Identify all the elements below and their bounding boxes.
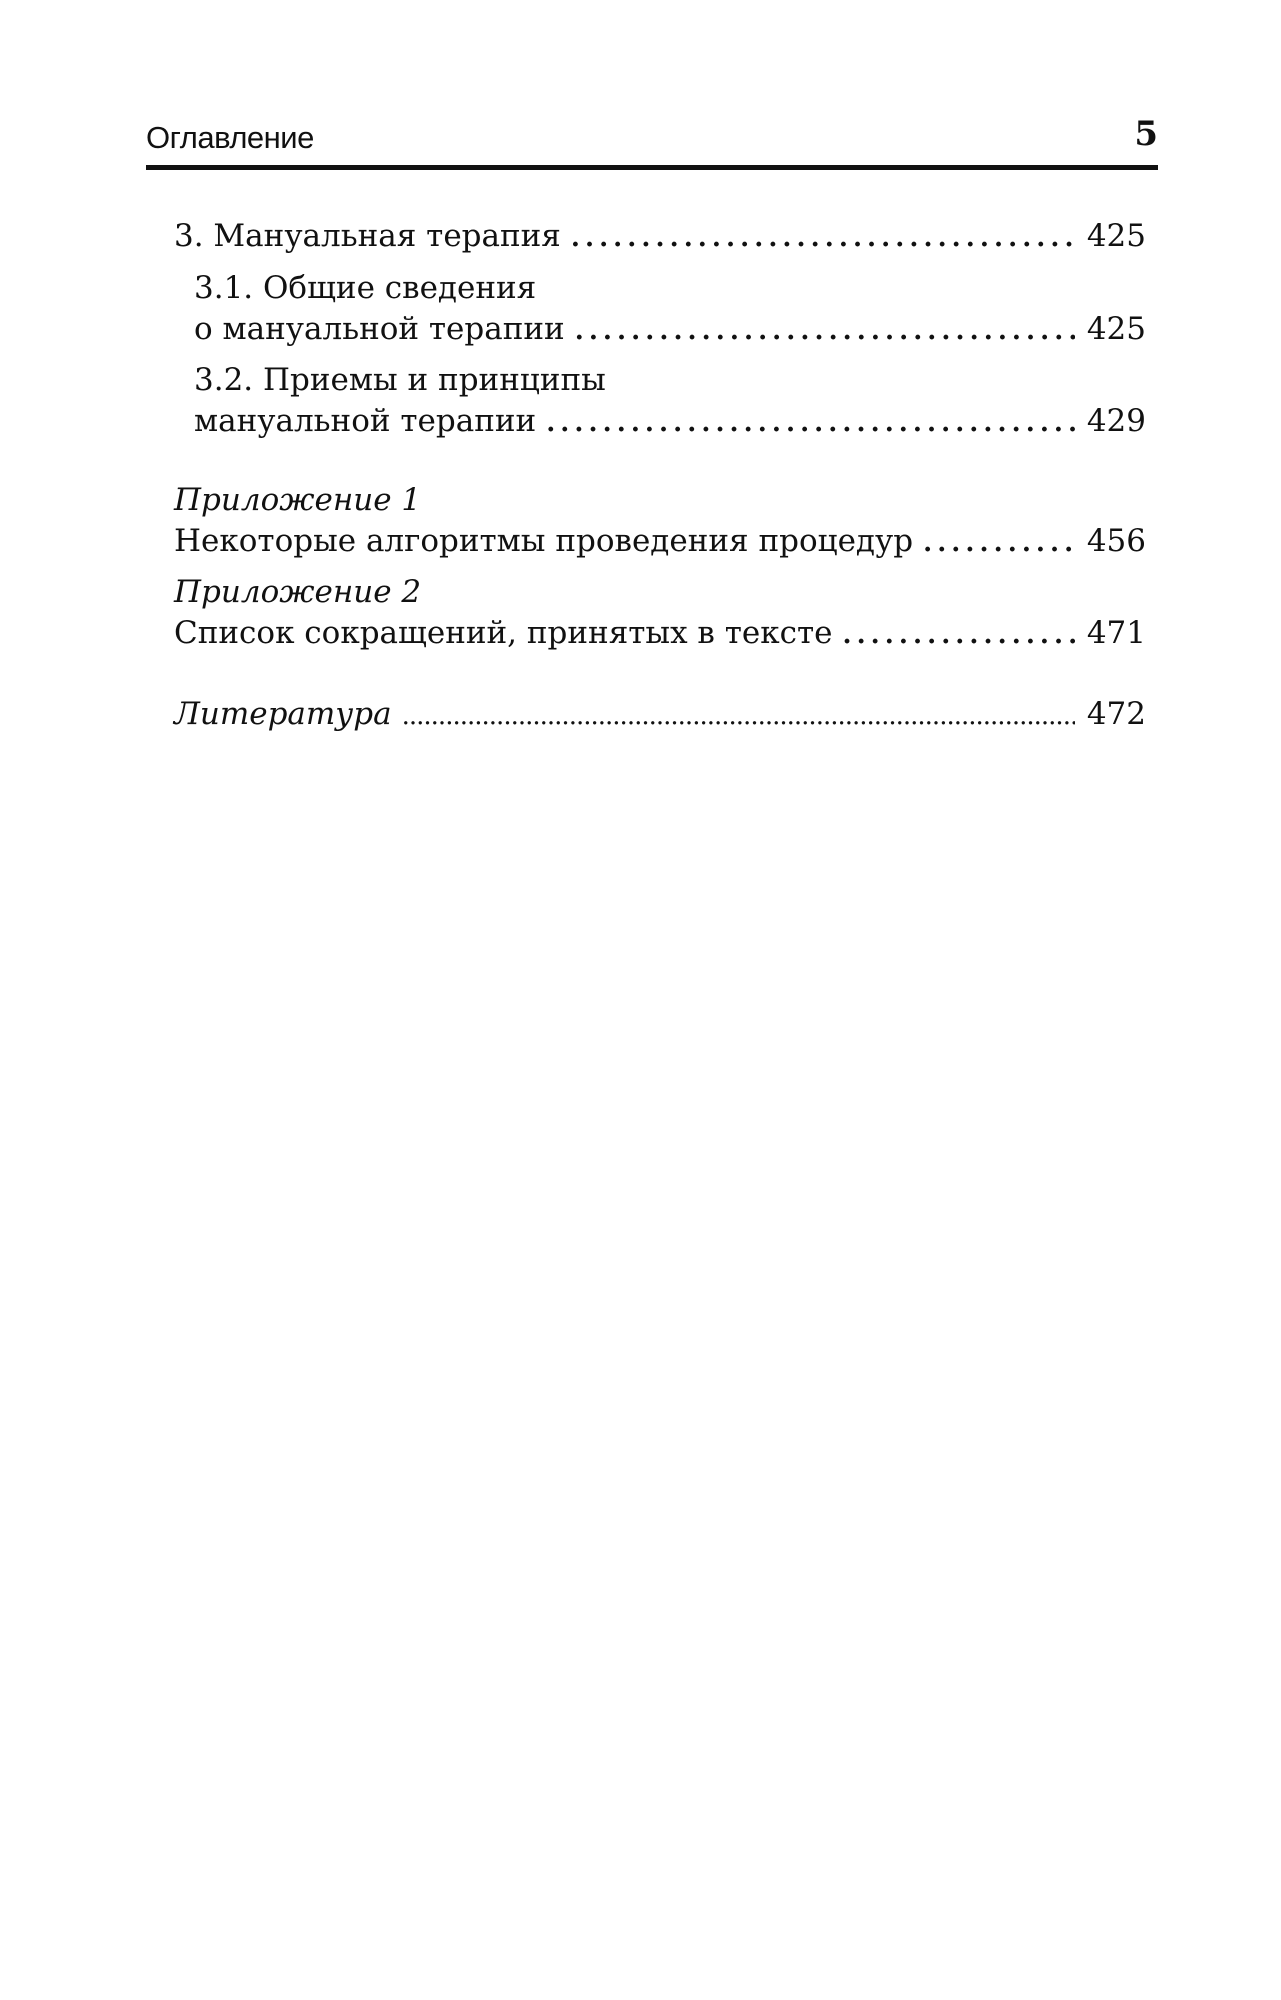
toc-entry-section-3 xyxy=(174,216,1146,256)
page-number: 5 xyxy=(1134,114,1158,154)
toc-entry-page: 425 xyxy=(1086,311,1146,347)
toc-entry-label: Некоторые алгоритмы проведения процедур xyxy=(174,523,914,559)
dot-leader xyxy=(842,615,1074,655)
toc-entry-appendix-1 xyxy=(174,521,1146,561)
toc-entry-page: 471 xyxy=(1086,615,1146,651)
dot-leader xyxy=(546,403,1075,443)
toc-entry-section-3-1-line1: 3.1. Общие сведения xyxy=(194,270,537,306)
toc-entry-appendix-2 xyxy=(174,613,1146,653)
toc-entry-section-3-1 xyxy=(194,309,1146,349)
toc-entry-page: 425 xyxy=(1086,218,1146,254)
toc-entry-section-3-2 xyxy=(194,401,1146,441)
toc-entry-page: 429 xyxy=(1086,403,1146,439)
dot-leader xyxy=(402,696,1075,736)
appendix-2-heading: Приложение 2 xyxy=(174,574,422,610)
toc-entry-label: о мануальной терапии xyxy=(194,311,565,347)
appendix-1-heading: Приложение 1 xyxy=(174,482,422,518)
running-head-title: Оглавление xyxy=(146,120,314,155)
dot-leader xyxy=(571,218,1075,258)
toc-entry-label: мануальной терапии xyxy=(194,403,537,439)
toc-entry-label: Литература xyxy=(174,696,392,732)
toc-entry-label: Список сокращений, принятых в тексте xyxy=(174,615,833,651)
toc-entry-section-3-2-line1: 3.2. Приемы и принципы xyxy=(194,362,606,398)
toc-entry-page: 456 xyxy=(1086,523,1146,559)
dot-leader xyxy=(923,523,1075,563)
dot-leader xyxy=(575,311,1075,351)
toc-entry-label: 3. Мануальная терапия xyxy=(174,218,561,254)
toc-entry-literature xyxy=(174,694,1146,734)
toc-entry-page: 472 xyxy=(1086,696,1146,732)
